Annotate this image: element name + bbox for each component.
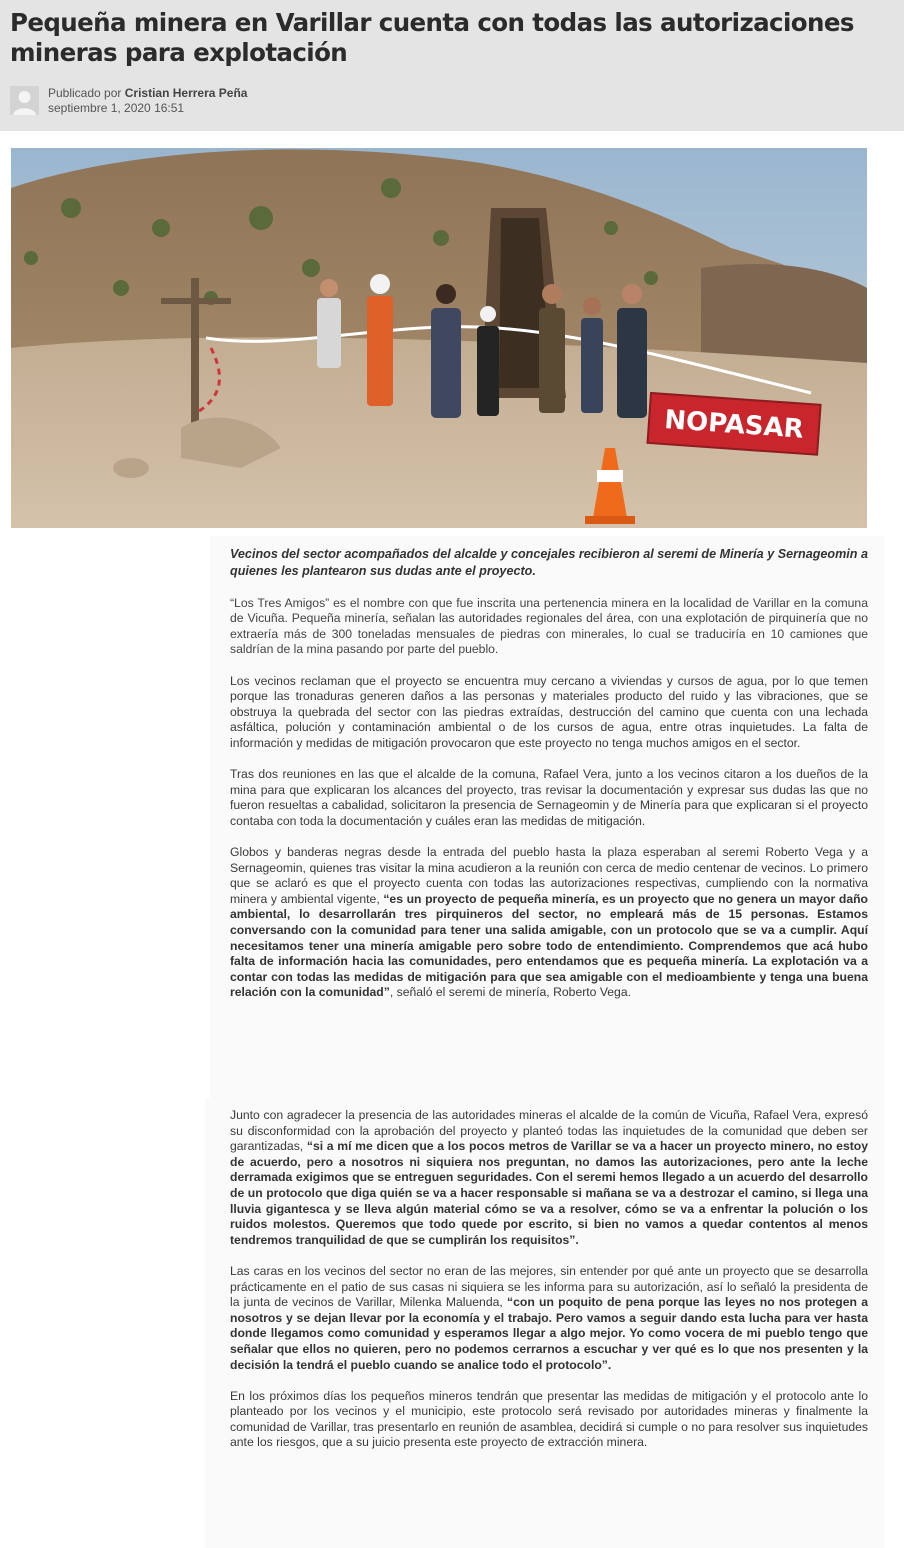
article-body-continued	[230, 1108, 868, 1467]
mine-site-photo	[11, 148, 867, 528]
page-title: Pequeña minera en Varillar cuenta con todas las autorizaciones mineras para explotación	[10, 8, 854, 67]
paragraph-5	[230, 1108, 868, 1248]
paragraph-4-quote: “es un proyecto de pequeña minería, es un proyecto que no genera un mayor daño ambiental, lo desarrollarán tres pirquineros del sector, no empleará más de 15 personas. Estamos conversando con la comunidad para tener una salida amigable, con un protocolo que se va a cumplir. Aquí necesitamos tener una minería amigable pero sobre todo de entendimiento. Comprendemos que acá hubo falta de información hacia las comunidades, pero entendamos que es pequeña minería. La explotación va a contar con todas las medidas de mitigación para que sea amigable con el medioambiente y tenga una buena relación con la comunidad”	[230, 891, 868, 1000]
hero-image	[11, 148, 867, 528]
left-margin	[0, 536, 210, 1548]
paragraph-5-quote: “si a mí me dicen que a los pocos metros de Varillar se va a hacer un proyecto minero, no estoy de acuerdo, pero a nosotros ni siquiera nos preguntan, no damos las autorizaciones, pero ante la leche derramada exigimos que se entreguen seguridades. Con el seremi hemos llegado a un acuerdo del desarrollo de un protocolo que diga quién se va a hacer responsable si mañana se va a destrozar el camino, si llega una lluvia gigantesca y se lleva algún material cómo se va a resolver, cómo se va a enfrentar la polución o los ruidos molestos. Queremos que todo quede por escrito, si bien no vamos a quedar contentos al menos tendremos tranquilidad de que se cumplirán los requisitos”.	[230, 1139, 869, 1247]
article-body	[230, 546, 868, 1017]
default-user-avatar-icon[interactable]	[10, 86, 39, 115]
paragraph-2: Los vecinos reclaman que el proyecto se encuentra muy cercano a viviendas y cursos de agua, por lo que temen porque las tronaduras generen daños a las personas y materiales producto del ruido y las vibraciones, que se obstruya la quebrada del sector con las piedras extraídas, destrucción del camino que cuenta con una lechada asfáltica, polución y contaminación ambiental o de los cursos de agua, entre otras inquietudes. La falta de información y medidas de mitigación provocaron que este proyecto no tenga muchos amigos en el sector.	[230, 673, 868, 750]
paragraph-1: “Los Tres Amigos” es el nombre con que fue inscrita una pertenencia minera en la localidad de Varillar en la comuna de Vicuña. Pequeña minería, señalan las autoridades regionales del área, con una explotación de pirquinería que no extraería más de 300 toneladas mensuales de piedras con minerales, lo cual se traduciría en 10 camiones que saldrían de la mina pasando por parte del pueblo.	[230, 595, 868, 657]
paragraph-7: En los próximos días los pequeños mineros tendrán que presentar las medidas de mitigación y el protocolo ante lo planteado por los vecinos y el municipio, este protocolo será revisado por autoridades mineras y finalmente la comunidad de Varillar, tras presentarlo en reunión de asamblea, decidirá si cumple o no para resolver sus inquietudes ante los riesgos, que a su juicio presenta este proyecto de extracción minera.	[230, 1388, 868, 1450]
paragraph-5-start: Junto con agradecer la presencia de las autoridades mineras el alcalde de la común de Vicuña, Rafael Vera, expresó su disconformidad con la aprobación del proyecto y planteó todas las inquietudes de la comunidad que deben ser garantizadas,	[230, 1108, 868, 1154]
paragraph-4	[230, 845, 868, 1001]
article-header	[0, 0, 904, 131]
byline	[48, 86, 247, 116]
paragraph-6-start: Las caras en los vecinos del sector no eran de las mejores, sin entender por qué ante un proyecto que se desarrolla prácticamente en el patio de sus casas ni siquiera se les informa para su autorización, así lo señaló la presidenta de la junta de vecinos de Varillar, Milenka Maluenda,	[230, 1263, 868, 1310]
sign-text: NOPASAR	[663, 405, 805, 445]
paragraph-3: Tras dos reuniones en las que el alcalde de la comuna, Rafael Vera, junto a los vecinos citaron a los dueños de la mina para que explicaran los alcances del proyecto, tras revisar la documentación y expresar sus dudas las que no fueron resueltas a cabalidad, solicitaron la presencia de Sernageomin y de Minería para que explicaran si el proyecto contaba con toda la documentación y cuáles eran las medidas de mitigación.	[230, 767, 868, 828]
paragraph-6	[230, 1264, 868, 1373]
image-caption: Vecinos del sector acompañados del alcalde y concejales recibieron al seremi de Minería y Sernageomin a quienes les plantearon sus dudas ante el proyecto.	[230, 547, 868, 578]
paragraph-4-start: Globos y banderas negras desde la entrada del pueblo hasta la plaza esperaban al seremi Roberto Vega y a Sernageomin, quienes tras visitar la mina acudieron a la reunión con cerca de medio centenar de vecinos. Lo primero que se aclaró es que el proyecto cuenta con todas las autorizaciones respectivas, cumpliendo con la normativa minera y ambiental vigente,	[230, 845, 868, 906]
author-link[interactable]: Cristian Herrera Peña	[124, 86, 248, 100]
paragraph-4-end: , señaló el seremi de minería, Roberto Vega.	[389, 985, 632, 1000]
publish-date: septiembre 1, 2020 16:51	[48, 101, 185, 115]
no-pasar-sign	[648, 393, 821, 455]
paragraph-6-quote: “con un poquito de pena porque las leyes no nos protegen a nosotros y se dejan llevar por la economía y el trabajo. Pero vamos a seguir dando esta lucha para ver hasta donde llegamos como comunidad y esperamos llegar a algo mejor. Yo como vocera de mi pueblo tengo que señalar que ellos no quieren, pero no podemos cerrarnos a escuchar y ver qué es lo que nos presenten y la decisión la tendrá el pueblo cuando se analice todo el protocolo”.	[230, 1295, 868, 1372]
byline-prefix: Publicado por	[48, 86, 122, 100]
